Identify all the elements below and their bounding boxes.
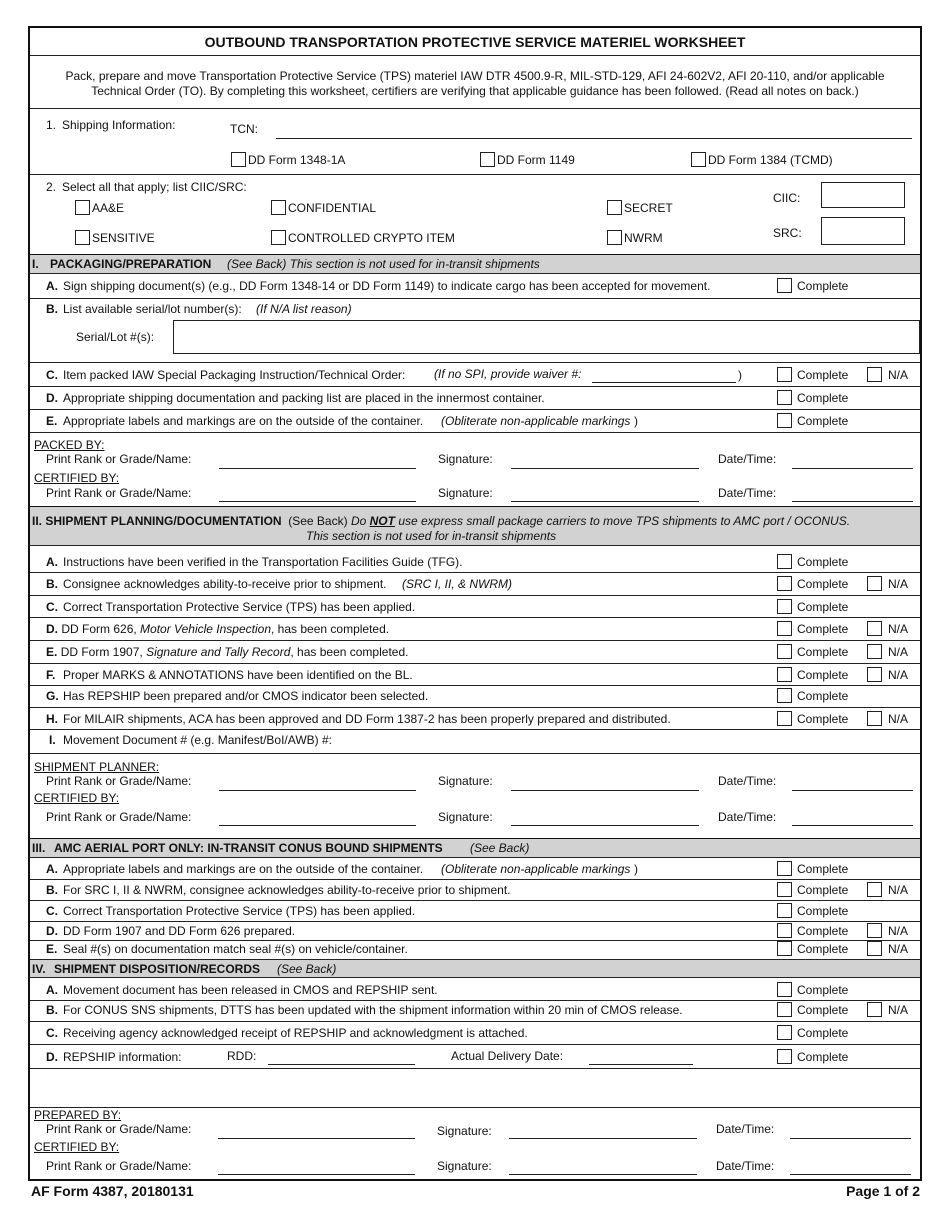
s2-d-text-2: , has been completed. bbox=[271, 622, 390, 636]
date-time-label: Date/Time: bbox=[718, 486, 777, 500]
s3-e-complete-checkbox[interactable] bbox=[777, 941, 792, 956]
signature-label: Signature: bbox=[438, 774, 493, 788]
divider bbox=[30, 108, 920, 109]
na-label: N/A bbox=[888, 645, 909, 659]
actual-delivery-input[interactable] bbox=[589, 1064, 693, 1065]
form-id: AF Form 4387, 20180131 bbox=[31, 1183, 194, 1199]
s3-a-key: A. bbox=[46, 862, 58, 876]
section-2-note-line-2: This section is not used for in-transit shipments bbox=[306, 529, 557, 543]
sensitive-checkbox[interactable] bbox=[75, 230, 90, 245]
divider bbox=[30, 1068, 920, 1069]
divider bbox=[30, 362, 920, 363]
print-rank-label: Print Rank or Grade/Name: bbox=[46, 774, 192, 788]
date-time-label: Date/Time: bbox=[716, 1159, 775, 1173]
s3-d-na-checkbox[interactable] bbox=[867, 923, 882, 938]
packed-name-input[interactable] bbox=[219, 468, 416, 469]
planner-date-input[interactable] bbox=[792, 790, 913, 791]
complete-label: Complete bbox=[797, 600, 849, 614]
na-label: N/A bbox=[888, 712, 909, 726]
s2-b-na-checkbox[interactable] bbox=[867, 576, 882, 591]
nwrm-checkbox[interactable] bbox=[607, 230, 622, 245]
s2-certified-name-input[interactable] bbox=[219, 825, 416, 826]
complete-label: Complete bbox=[797, 1026, 849, 1040]
s4-a-key: A. bbox=[46, 983, 58, 997]
crypto-checkbox[interactable] bbox=[271, 230, 286, 245]
s3-b-complete-checkbox[interactable] bbox=[777, 882, 792, 897]
s2-d-complete-checkbox[interactable] bbox=[777, 621, 792, 636]
s2-certified-signature-input[interactable] bbox=[511, 825, 699, 826]
divider bbox=[30, 921, 920, 922]
s3-d-text: DD Form 1907 and DD Form 626 prepared. bbox=[63, 924, 296, 938]
s3-b-text: For SRC I, II & NWRM, consignee acknowledges ability-to-receive prior to shipment. bbox=[63, 883, 511, 897]
s2-a-text: Instructions have been verified in the Transportation Facilities Guide (TFG). bbox=[63, 555, 463, 569]
s2-e-na-checkbox[interactable] bbox=[867, 644, 882, 659]
s4-certified-date-input[interactable] bbox=[790, 1174, 911, 1175]
s3-d-complete-checkbox[interactable] bbox=[777, 923, 792, 938]
signature-label: Signature: bbox=[437, 1124, 492, 1138]
serial-input[interactable] bbox=[173, 320, 920, 354]
planner-signature-input[interactable] bbox=[511, 790, 699, 791]
complete-label: Complete bbox=[797, 924, 849, 938]
section-2-title: SHIPMENT PLANNING/DOCUMENTATION bbox=[45, 514, 282, 528]
s3-e-text: Seal #(s) on documentation match seal #(s) on vehicle/container. bbox=[63, 942, 408, 956]
complete-label: Complete bbox=[797, 862, 849, 876]
complete-label: Complete bbox=[797, 712, 849, 726]
s2-b-complete-checkbox[interactable] bbox=[777, 576, 792, 591]
divider bbox=[30, 55, 920, 56]
s2-certified-date-input[interactable] bbox=[792, 825, 913, 826]
s1-certified-signature-input[interactable] bbox=[511, 501, 699, 502]
s2-g-complete-checkbox[interactable] bbox=[777, 688, 792, 703]
s4-a-complete-checkbox[interactable] bbox=[777, 982, 792, 997]
complete-label: Complete bbox=[797, 279, 849, 293]
tcn-input[interactable] bbox=[276, 138, 912, 139]
section-2-number: II. bbox=[32, 514, 43, 528]
s2-i-key: I. bbox=[49, 733, 56, 747]
dd1348-label: DD Form 1348-1A bbox=[248, 153, 346, 167]
print-rank-label: Print Rank or Grade/Name: bbox=[46, 486, 192, 500]
intro-line-1: Pack, prepare and move Transportation Protective Service (TPS) materiel IAW DTR 4500.9-R, MIL-STD-129, AFI 24-602V2, AFI 20-110, and/or applicable bbox=[65, 69, 885, 83]
s2-h-text: For MILAIR shipments, ACA has been approved and DD Form 1387-2 has been properly prepared and distributed. bbox=[63, 712, 671, 726]
na-label: N/A bbox=[888, 942, 909, 956]
aae-label: AA&E bbox=[92, 201, 125, 215]
na-label: N/A bbox=[888, 622, 909, 636]
s4-c-key: C. bbox=[46, 1026, 58, 1040]
s3-a-text: Appropriate labels and markings are on the outside of the container. bbox=[63, 862, 424, 876]
s4-b-text: For CONUS SNS shipments, DTTS has been updated with the shipment information within 20 min of CMOS release. bbox=[63, 1003, 683, 1017]
section-3-note: (See Back) bbox=[470, 841, 530, 855]
divider bbox=[30, 1044, 920, 1045]
s3-e-key: E. bbox=[46, 942, 58, 956]
s2-h-key: H. bbox=[46, 712, 58, 726]
packed-date-input[interactable] bbox=[792, 468, 913, 469]
shipment-planner-label: SHIPMENT PLANNER: bbox=[34, 760, 160, 774]
s1-e-text: Appropriate labels and markings are on the outside of the container. bbox=[63, 414, 424, 428]
ciic-label: CIIC: bbox=[773, 191, 801, 205]
s3-a-close: ) bbox=[634, 862, 638, 876]
date-time-label: Date/Time: bbox=[718, 452, 777, 466]
actual-delivery-label: Actual Delivery Date: bbox=[451, 1049, 564, 1063]
s2-f-key: F. bbox=[46, 668, 56, 682]
s3-c-text: Correct Transportation Protective Service (TPS) has been applied. bbox=[63, 904, 416, 918]
print-rank-label: Print Rank or Grade/Name: bbox=[46, 1159, 192, 1173]
sensitive-label: SENSITIVE bbox=[92, 231, 155, 245]
q2-label: Select all that apply; list CIIC/SRC: bbox=[62, 180, 247, 194]
divider bbox=[30, 174, 920, 175]
s4-b-na-checkbox[interactable] bbox=[867, 1002, 882, 1017]
complete-label: Complete bbox=[797, 622, 849, 636]
confidential-label: CONFIDENTIAL bbox=[288, 201, 377, 215]
s1-certified-date-input[interactable] bbox=[792, 501, 913, 502]
complete-label: Complete bbox=[797, 883, 849, 897]
certified-by-label: CERTIFIED BY: bbox=[34, 791, 120, 805]
divider bbox=[30, 640, 920, 641]
s1-c-na-checkbox[interactable] bbox=[867, 367, 882, 382]
s4-d-key: D. bbox=[46, 1050, 58, 1064]
q2-number: 2. bbox=[46, 180, 57, 194]
s2-h-na-checkbox[interactable] bbox=[867, 711, 882, 726]
s1-d-complete-checkbox[interactable] bbox=[777, 390, 792, 405]
s4-b-key: B. bbox=[46, 1003, 58, 1017]
section-4-number: IV. bbox=[32, 962, 46, 976]
s1-c-complete-checkbox[interactable] bbox=[777, 367, 792, 382]
complete-label: Complete bbox=[797, 942, 849, 956]
s4-c-text: Receiving agency acknowledged receipt of REPSHIP and acknowledgment is attached. bbox=[63, 1026, 528, 1040]
s2-e-complete-checkbox[interactable] bbox=[777, 644, 792, 659]
s3-a-complete-checkbox[interactable] bbox=[777, 861, 792, 876]
na-label: N/A bbox=[888, 924, 909, 938]
prepared-name-input[interactable] bbox=[218, 1138, 415, 1139]
s4-certified-name-input[interactable] bbox=[218, 1174, 415, 1175]
section-3-header bbox=[30, 838, 920, 858]
complete-label: Complete bbox=[797, 368, 849, 382]
divider bbox=[30, 432, 920, 433]
section-2-see-back: (See Back) bbox=[288, 514, 348, 528]
s2-f-na-checkbox[interactable] bbox=[867, 667, 882, 682]
s4-b-complete-checkbox[interactable] bbox=[777, 1002, 792, 1017]
signature-label: Signature: bbox=[437, 1159, 492, 1173]
date-time-label: Date/Time: bbox=[718, 810, 777, 824]
complete-label: Complete bbox=[797, 1050, 849, 1064]
rdd-label: RDD: bbox=[227, 1049, 257, 1063]
divider bbox=[30, 1000, 920, 1001]
s2-e-text-2: , has been completed. bbox=[290, 645, 409, 659]
s2-d-row bbox=[46, 622, 389, 636]
s1-e-complete-checkbox[interactable] bbox=[777, 413, 792, 428]
signature-label: Signature: bbox=[438, 810, 493, 824]
s2-e-row bbox=[46, 645, 408, 659]
s2-f-complete-checkbox[interactable] bbox=[777, 667, 792, 682]
divider bbox=[30, 409, 920, 410]
prepared-signature-input[interactable] bbox=[509, 1138, 697, 1139]
divider bbox=[30, 595, 920, 596]
complete-label: Complete bbox=[797, 668, 849, 682]
src-input[interactable] bbox=[821, 217, 905, 245]
section-4-note: (See Back) bbox=[277, 962, 337, 976]
s1-certified-name-input[interactable] bbox=[219, 501, 416, 502]
na-label: N/A bbox=[888, 883, 909, 897]
na-label: N/A bbox=[888, 577, 909, 591]
section-2-do: Do bbox=[350, 514, 367, 528]
complete-label: Complete bbox=[797, 391, 849, 405]
divider bbox=[30, 298, 920, 299]
date-time-label: Date/Time: bbox=[716, 1122, 775, 1136]
packed-by-label: PACKED BY: bbox=[34, 438, 105, 452]
na-label: N/A bbox=[888, 1003, 909, 1017]
section-2-note: use express small package carriers to move TPS shipments to AMC port / OCONUS. bbox=[398, 514, 851, 528]
s1-e-close: ) bbox=[634, 414, 638, 428]
s1-c-key: C. bbox=[46, 368, 58, 382]
secret-checkbox[interactable] bbox=[607, 200, 622, 215]
complete-label: Complete bbox=[797, 983, 849, 997]
s1-c-text: Item packed IAW Special Packaging Instruction/Technical Order: bbox=[63, 368, 406, 382]
divider bbox=[30, 572, 920, 573]
s2-b-key: B. bbox=[46, 577, 58, 591]
date-time-label: Date/Time: bbox=[718, 774, 777, 788]
divider bbox=[30, 753, 920, 754]
form-title: OUTBOUND TRANSPORTATION PROTECTIVE SERVICE MATERIEL WORKSHEET bbox=[204, 34, 746, 50]
page-number: Page 1 of 2 bbox=[846, 1183, 920, 1199]
divider bbox=[30, 685, 920, 686]
s2-d-form-title: Motor Vehicle Inspection bbox=[140, 622, 272, 636]
s2-h-complete-checkbox[interactable] bbox=[777, 711, 792, 726]
s4-c-complete-checkbox[interactable] bbox=[777, 1025, 792, 1040]
s2-b-note: (SRC I, II, & NWRM) bbox=[402, 577, 512, 591]
dd1149-label: DD Form 1149 bbox=[497, 153, 575, 167]
divider bbox=[30, 729, 920, 730]
rdd-input[interactable] bbox=[268, 1064, 415, 1065]
dd1384-label: DD Form 1384 (TCMD) bbox=[708, 153, 833, 167]
secret-label: SECRET bbox=[624, 201, 673, 215]
s1-a-text: Sign shipping document(s) (e.g., DD Form 1348-14 or DD Form 1149) to indicate cargo has been accepted for movement. bbox=[63, 279, 711, 293]
divider bbox=[30, 900, 920, 901]
src-label: SRC: bbox=[773, 226, 802, 240]
section-3-number: III. bbox=[32, 841, 46, 855]
waiver-input[interactable] bbox=[592, 382, 736, 383]
section-2-header bbox=[30, 506, 920, 546]
s2-e-key: E. bbox=[46, 645, 58, 659]
section-1-title: PACKAGING/PREPARATION bbox=[50, 257, 212, 271]
s1-c-note: (If no SPI, provide waiver #: bbox=[434, 367, 582, 381]
divider bbox=[30, 386, 920, 387]
s2-g-text: Has REPSHIP been prepared and/or CMOS indicator been selected. bbox=[63, 689, 429, 703]
section-1-number: I. bbox=[32, 257, 39, 271]
s3-c-key: C. bbox=[46, 904, 58, 918]
section-3-title: AMC AERIAL PORT ONLY: IN-TRANSIT CONUS BOUND SHIPMENTS bbox=[54, 841, 443, 855]
na-label: N/A bbox=[888, 368, 909, 382]
print-rank-label: Print Rank or Grade/Name: bbox=[46, 1122, 192, 1136]
print-rank-label: Print Rank or Grade/Name: bbox=[46, 452, 192, 466]
section-4-title: SHIPMENT DISPOSITION/RECORDS bbox=[54, 962, 261, 976]
s2-c-key: C. bbox=[46, 600, 58, 614]
s3-b-na-checkbox[interactable] bbox=[867, 882, 882, 897]
q1-label: Shipping Information: bbox=[62, 118, 176, 132]
divider bbox=[30, 879, 920, 880]
aae-checkbox[interactable] bbox=[75, 200, 90, 215]
complete-label: Complete bbox=[797, 577, 849, 591]
s2-a-complete-checkbox[interactable] bbox=[777, 554, 792, 569]
prepared-date-input[interactable] bbox=[790, 1138, 911, 1139]
worksheet-form bbox=[28, 26, 922, 1181]
na-label: N/A bbox=[888, 668, 909, 682]
complete-label: Complete bbox=[797, 645, 849, 659]
s1-e-note: (Obliterate non-applicable markings bbox=[441, 414, 631, 428]
divider bbox=[30, 1021, 920, 1022]
s4-a-text: Movement document has been released in CMOS and REPSHIP sent. bbox=[63, 983, 438, 997]
crypto-label: CONTROLLED CRYPTO ITEM bbox=[288, 231, 455, 245]
q1-number: 1. bbox=[46, 118, 57, 132]
s2-f-text: Proper MARKS & ANNOTATIONS have been identified on the BL. bbox=[63, 668, 413, 682]
section-4-header bbox=[30, 959, 920, 978]
complete-label: Complete bbox=[797, 689, 849, 703]
s1-b-note: (If N/A list reason) bbox=[256, 302, 352, 316]
packed-signature-input[interactable] bbox=[511, 468, 699, 469]
s2-g-key: G. bbox=[46, 689, 59, 703]
dd1149-checkbox[interactable] bbox=[480, 152, 495, 167]
s3-b-key: B. bbox=[46, 883, 58, 897]
s4-d-complete-checkbox[interactable] bbox=[777, 1049, 792, 1064]
signature-label: Signature: bbox=[438, 486, 493, 500]
section-1-note: (See Back) This section is not used for in-transit shipments bbox=[227, 257, 540, 271]
s4-certified-signature-input[interactable] bbox=[509, 1174, 697, 1175]
s1-a-complete-checkbox[interactable] bbox=[777, 278, 792, 293]
s1-b-text: List available serial/lot number(s): bbox=[63, 302, 242, 316]
s2-e-form-title: Signature and Tally Record bbox=[146, 645, 291, 659]
s1-e-key: E. bbox=[46, 414, 58, 428]
signature-label: Signature: bbox=[438, 452, 493, 466]
confidential-checkbox[interactable] bbox=[271, 200, 286, 215]
s4-d-text: REPSHIP information: bbox=[63, 1050, 182, 1064]
s3-e-na-checkbox[interactable] bbox=[867, 941, 882, 956]
divider bbox=[30, 663, 920, 664]
certified-by-label: CERTIFIED BY: bbox=[34, 1140, 120, 1154]
section-2-not: NOT bbox=[369, 514, 395, 528]
complete-label: Complete bbox=[797, 1003, 849, 1017]
ciic-input[interactable] bbox=[821, 182, 905, 208]
s1-d-key: D. bbox=[46, 391, 58, 405]
intro-line-2: Technical Order (TO). By completing this worksheet, certifiers are verifying that applicable guidance has been followed. (Read all notes on back.) bbox=[91, 84, 859, 98]
planner-name-input[interactable] bbox=[219, 790, 416, 791]
nwrm-label: NWRM bbox=[624, 231, 663, 245]
complete-label: Complete bbox=[797, 904, 849, 918]
s2-i-text: Movement Document # (e.g. Manifest/BoI/AWB) #: bbox=[63, 733, 332, 747]
section-2-title-line bbox=[32, 514, 850, 528]
s1-d-text: Appropriate shipping documentation and packing list are placed in the innermost container. bbox=[63, 391, 545, 405]
s2-c-complete-checkbox[interactable] bbox=[777, 599, 792, 614]
s3-a-note: (Obliterate non-applicable markings bbox=[441, 862, 631, 876]
s1-a-key: A. bbox=[46, 279, 58, 293]
complete-label: Complete bbox=[797, 414, 849, 428]
divider bbox=[30, 617, 920, 618]
tcn-label: TCN: bbox=[230, 122, 258, 136]
s2-d-key: D. bbox=[46, 622, 58, 636]
s1-c-close: ) bbox=[738, 368, 742, 382]
s2-b-text: Consignee acknowledges ability-to-receive prior to shipment. bbox=[63, 577, 387, 591]
dd1348-checkbox[interactable] bbox=[231, 152, 246, 167]
divider bbox=[30, 707, 920, 708]
s2-a-key: A. bbox=[46, 555, 58, 569]
certified-by-label: CERTIFIED BY: bbox=[34, 471, 120, 485]
s2-d-na-checkbox[interactable] bbox=[867, 621, 882, 636]
print-rank-label: Print Rank or Grade/Name: bbox=[46, 810, 192, 824]
s1-b-key: B. bbox=[46, 302, 58, 316]
complete-label: Complete bbox=[797, 555, 849, 569]
s3-c-complete-checkbox[interactable] bbox=[777, 903, 792, 918]
prepared-by-label: PREPARED BY: bbox=[34, 1108, 122, 1122]
serial-label: Serial/Lot #(s): bbox=[76, 330, 155, 344]
dd1384-checkbox[interactable] bbox=[691, 152, 706, 167]
s2-e-text-1: DD Form 1907, bbox=[60, 645, 143, 659]
divider bbox=[30, 1107, 920, 1108]
s2-d-text-1: DD Form 626, bbox=[61, 622, 137, 636]
s3-d-key: D. bbox=[46, 924, 58, 938]
s2-c-text: Correct Transportation Protective Service (TPS) has been applied. bbox=[63, 600, 416, 614]
section-1-header bbox=[30, 254, 920, 274]
